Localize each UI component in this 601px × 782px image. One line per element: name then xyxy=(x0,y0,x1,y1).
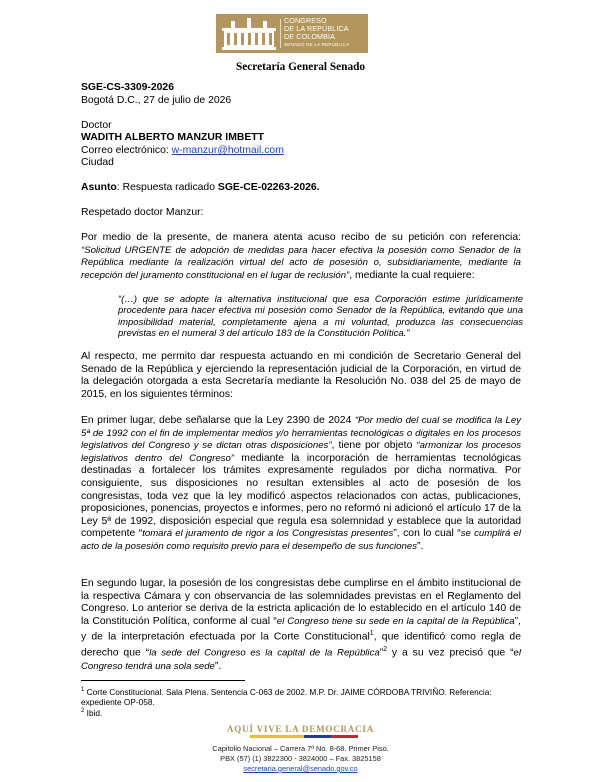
footer-phones: PBX (57) (1) 3822300 - 3824000 – Fax. 3825158 xyxy=(220,754,381,763)
footnote-ref-2[interactable]: 2 xyxy=(383,646,388,654)
recipient-email-line xyxy=(81,145,284,158)
block-quote: “(…) que se adopte la alternativa institucional que esa Corporación estime jurídicamente procedente para hacer efectiva mi posesión como Senador de la República, evitando que una imposibilidad material, completamente ajena a mi voluntad, produzca las consecuencias previstas en el numeral 3 del artículo 183 de la Constitución Política.” xyxy=(118,294,523,340)
paragraph-4 xyxy=(81,578,521,673)
logo-line-3: DE COLOMBIA xyxy=(284,32,336,42)
footnote-ref-1[interactable]: 1 xyxy=(369,630,374,638)
footnote-2 xyxy=(81,706,531,718)
p3-quote-1: tomará el juramento de rigor a los Congresistas presentes xyxy=(142,528,394,540)
logo-divider xyxy=(280,19,281,48)
p3-i: ”. xyxy=(417,540,424,552)
p3-e: mediante la incorporación de herramientas tecnológicas destinadas a fortalecer los trámites expresamente regulados por dicha normativa. Por consiguiente, sus disposiciones no resultan extensibles al acto de posesión de los congresistas, toda vez que la ley modificó aspectos relacionados con actas, publicaciones, proposiciones, ponencias, proyectos e informes, pero no reformó ni adicionó el artículo 17 de la Ley 5ª de 1992, disposición especial que regula esa solemnidad y establece que la autoridad competente “ xyxy=(81,452,521,540)
paragraph-3 xyxy=(81,415,521,554)
p4-g: y a su vez precisó que “ xyxy=(387,647,514,659)
recipient-email-link[interactable]: w-manzur@hotmail.com xyxy=(171,145,284,156)
p4-c: ”, y de la interpretación efectuada por la Corte Constitucional xyxy=(81,615,521,643)
colombia-flag-stripe-icon xyxy=(250,735,358,738)
email-label: Correo electrónico: xyxy=(81,145,172,156)
p3-a: En primer lugar, debe señalarse que la Ley 2390 de 2024 xyxy=(81,415,355,426)
paragraph-2: Al respecto, me permito dar respuesta actuando en mi condición de Secretario General del Senado de la República y ejerciendo la representación judicial de la Corporación, en virtud de la delegación otorgada a esta Secretaría mediante la Resolución No. 038 del 25 de mayo de 2015, en los siguientes términos: xyxy=(81,351,521,400)
recipient-city: Ciudad xyxy=(81,157,114,168)
footnote-2-mark: 2 xyxy=(81,708,85,714)
p4-quote-3: el Congreso tendrá una sola sede xyxy=(81,647,521,672)
subject-code: SGE-CE-02263-2026. xyxy=(217,182,320,193)
p3-law-title: “Por medio del cual se modifica la Ley 5ª de 1992 con el fin de implementar medios y/o herramientas tecnológicas o digitales en los procesos legislativos del Congreso y se dictan otras disposiciones” xyxy=(81,415,521,452)
recipient-salutation: Doctor xyxy=(81,120,112,131)
reference-code: SGE-CS-3309-2026 xyxy=(81,82,174,93)
logo-line-4: SENADO DE LA REPÚBLICA xyxy=(284,41,350,47)
document-title: Secretaría General Senado xyxy=(235,61,366,73)
logo-line-1: CONGRESO xyxy=(284,16,327,25)
footer-email-link[interactable]: secretaria.general@senado.gov.co xyxy=(243,764,358,773)
p4-a: En segundo lugar, la posesión de los congresistas debe cumplirse en el ámbito institucional de la respectiva Cámara y con observancia de las solemnidades previstas en el Reglamento del Congreso. Lo anterior se deriva de la estricta aplicación de lo establecido en el artículo 140 de la Constitución Política, conforme al cual “ xyxy=(81,578,521,627)
footnote-separator xyxy=(81,680,245,681)
subject-line xyxy=(81,182,320,195)
footnote-1 xyxy=(81,685,531,708)
paragraph-1-quote: “Solicitud URGENTE de adopción de medidas para hacer efectiva la posesión como Senador de la República mediante la realización virtual del acto de posesión o, subsidiariamente, mediante la recepción del juramento constitucional en el lugar de reclusión” xyxy=(81,244,521,281)
p3-c: , tiene por objeto xyxy=(331,440,417,452)
paragraph-1-start: Por medio de la presente, de manera atenta acuso recibo de su petición con referencia: xyxy=(81,232,521,243)
p4-f: ” xyxy=(379,647,384,659)
footnote-1-mark: 1 xyxy=(81,687,85,693)
capitol-building-icon xyxy=(218,14,280,53)
logo-line-2: DE LA REPÚBLICA xyxy=(284,24,349,34)
p3-object: “armonizar los procesos legislativos dentro del Congreso” xyxy=(81,440,522,464)
footer-email-line xyxy=(0,764,601,774)
subject-label: Asunto xyxy=(81,182,117,193)
paragraph-1 xyxy=(81,232,521,282)
footer-address: Capitolio Nacional – Carrera 7ª No. 8-68. Primer Piso. xyxy=(212,744,389,753)
p4-quote-1: el Congreso tiene su sede en la capital de la República xyxy=(276,615,515,627)
paragraph-1-end: , mediante la cual requiere: xyxy=(349,269,475,281)
footnote-2-text: Ibid. xyxy=(86,707,103,718)
p3-quote-2: se cumplirá el acto de la posesión como requisito previo para el desempeño de sus funciones xyxy=(81,528,521,552)
subject-text: : Respuesta radicado xyxy=(116,182,218,193)
p4-d: , que identificó como regla de derecho que “ xyxy=(81,631,521,659)
footer-slogan: AQUÍ VIVE LA DEMOCRACIA xyxy=(227,724,374,734)
recipient-name: WADITH ALBERTO MANZUR IMBETT xyxy=(81,132,264,143)
footnote-1-text: Corte Constitucional. Sala Plena. Sentencia C-063 de 2002. M.P. Dr. JAIME CÓRDOBA TRIVIÑO. Referencia: expediente OP-058. xyxy=(81,686,492,708)
p3-g: ”, con lo cual “ xyxy=(393,528,461,540)
place-date: Bogotá D.C., 27 de julio de 2026 xyxy=(81,95,232,106)
p4-i: ”. xyxy=(214,660,222,672)
logo-text xyxy=(284,17,349,48)
p4-quote-2: la sede del Congreso es la capital de la República xyxy=(149,647,380,659)
greeting: Respetado doctor Manzur: xyxy=(81,207,204,218)
